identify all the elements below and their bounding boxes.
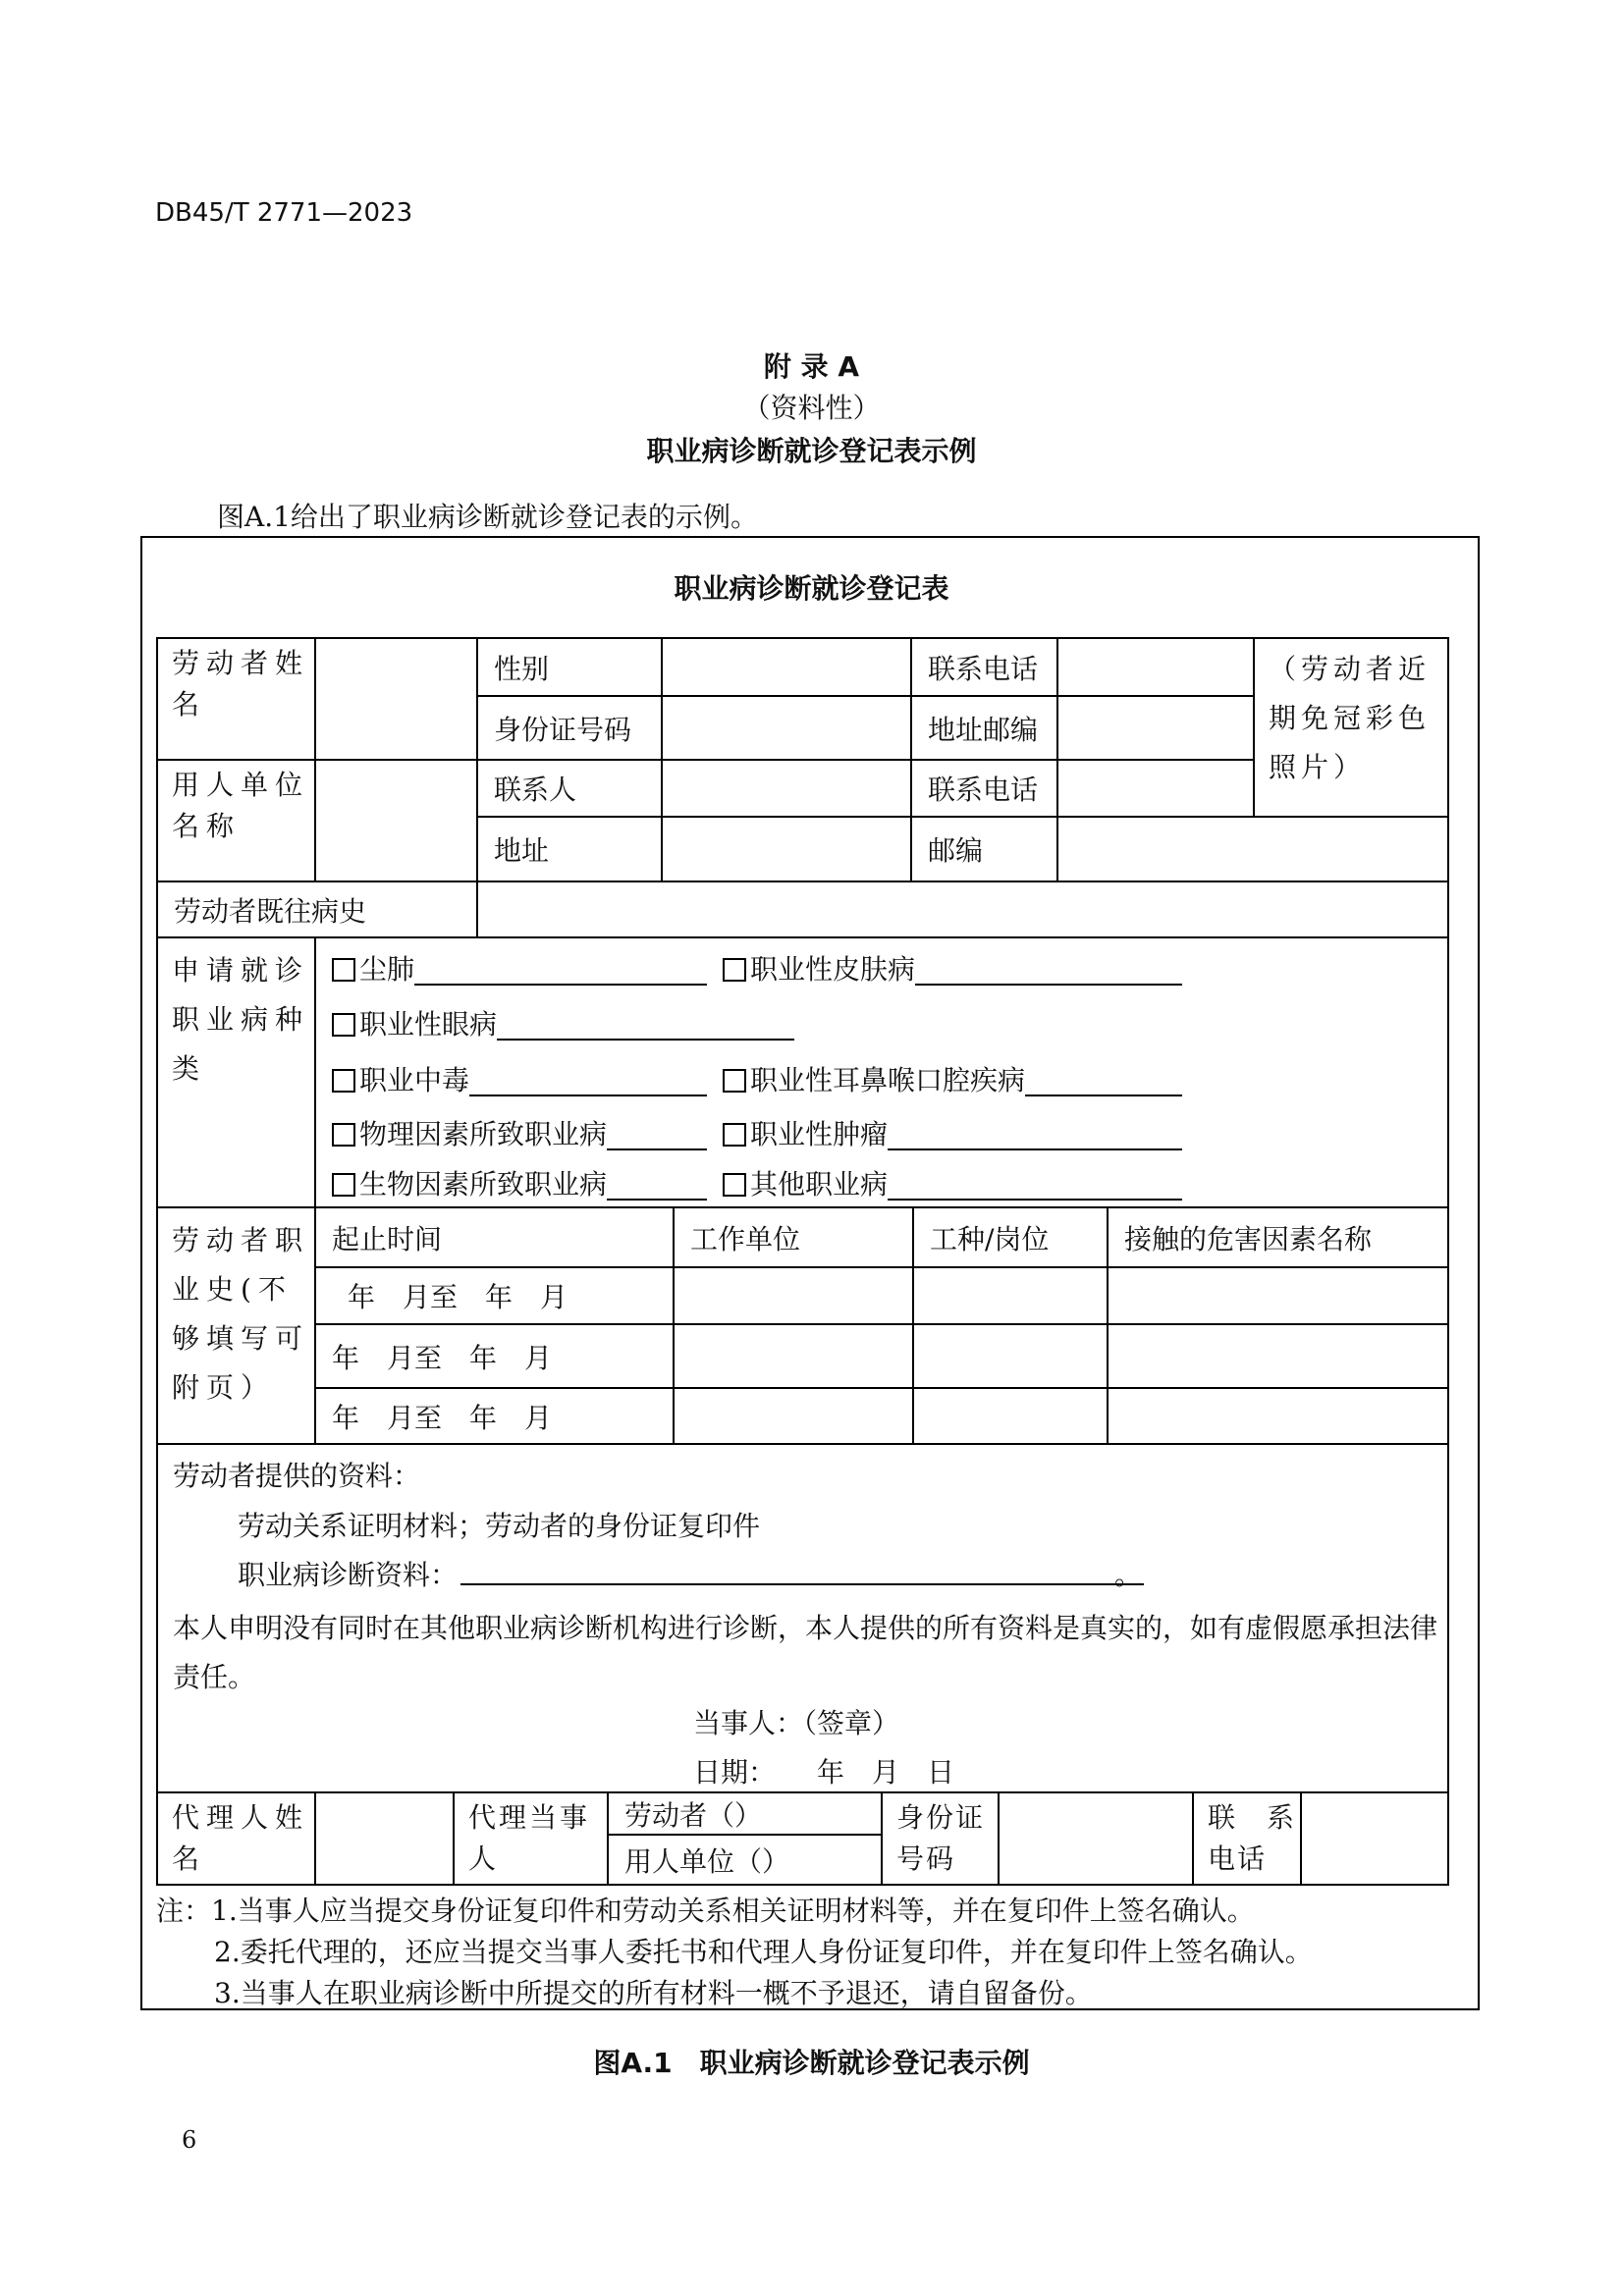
checkbox[interactable] [723, 1069, 746, 1093]
contact-person-label: 联系人 [476, 759, 663, 818]
medical-history-label: 劳动者既往病史 [156, 881, 478, 938]
checkbox[interactable] [723, 958, 746, 982]
disease-type-label: 申请就诊职业病种类 [156, 936, 316, 1208]
disease-option-skin[interactable] [723, 952, 1182, 988]
period-field[interactable]: 年 月至 年 月 [314, 1387, 675, 1445]
id-number-field[interactable] [661, 695, 912, 761]
note-3: 3.当事人在职业病诊断中所提交的所有材料一概不予退还，请自留备份。 [214, 1977, 1093, 2009]
option-label: 职业中毒 [359, 1064, 470, 1096]
employer-name-label: 用人单位名称 [156, 759, 316, 882]
fill-line[interactable] [497, 1039, 794, 1041]
note-2: 2.委托代理的，还应当提交当事人委托书和代理人身份证复印件，并在复印件上签名确认。 [214, 1936, 1313, 1968]
option-label: 职业性耳鼻喉口腔疾病 [750, 1064, 1026, 1096]
appendix-title: 附 录 A [763, 350, 860, 383]
period-field[interactable]: 年 月至 年 月 [314, 1266, 675, 1325]
hazards-field[interactable] [1107, 1323, 1449, 1389]
postcode-field[interactable] [1056, 816, 1449, 882]
intro-text: 图A.1给出了职业病诊断就诊登记表的示例。 [217, 501, 758, 533]
period-field[interactable]: 年 月至 年 月 [314, 1323, 675, 1389]
address-postcode-field[interactable] [1056, 695, 1255, 761]
agent-name-field[interactable] [314, 1791, 455, 1886]
disease-option-other[interactable] [723, 1167, 1182, 1202]
materials-label: 劳动者提供的资料： [173, 1460, 421, 1492]
job-field[interactable] [912, 1266, 1109, 1325]
gender-field[interactable] [661, 637, 912, 697]
employer-phone-field[interactable] [1056, 759, 1255, 818]
option-label: 物理因素所致职业病 [359, 1118, 608, 1150]
fill-line[interactable] [607, 1148, 707, 1150]
option-label: 职业性眼病 [359, 1008, 498, 1041]
header-workplace: 工作单位 [673, 1206, 914, 1268]
appendix-subtitle: 职业病诊断就诊登记表示例 [646, 435, 977, 467]
option-label: 尘肺 [359, 953, 415, 986]
worker-name-field[interactable] [314, 637, 478, 761]
workplace-field[interactable] [673, 1266, 914, 1325]
employer-name-field[interactable] [314, 759, 478, 882]
worker-name-label: 劳动者姓名 [156, 637, 316, 761]
checkbox[interactable] [723, 1173, 746, 1197]
disease-option-ent[interactable] [723, 1063, 1182, 1098]
job-field[interactable] [912, 1323, 1109, 1389]
address-postcode-label: 地址邮编 [910, 695, 1058, 761]
employer-phone-label: 联系电话 [910, 759, 1058, 818]
fill-line[interactable] [888, 1148, 1182, 1150]
disease-option-poisoning[interactable] [332, 1063, 707, 1098]
option-label: 职业性皮肤病 [750, 953, 916, 986]
workplace-field[interactable] [673, 1323, 914, 1389]
option-label: 其他职业病 [750, 1168, 889, 1201]
signature-date[interactable]: 日期： 年 月 日 [693, 1756, 955, 1789]
disease-option-pneumoconiosis[interactable] [332, 952, 707, 988]
phone-label: 联系电话 [910, 637, 1058, 697]
fill-line[interactable] [1025, 1095, 1182, 1096]
photo-placeholder[interactable]: （劳动者近期免冠彩色照片） [1253, 637, 1449, 818]
appendix-nature: （资料性） [742, 392, 881, 424]
gender-label: 性别 [476, 637, 663, 697]
declaration-text: 本人申明没有同时在其他职业病诊断机构进行诊断，本人提供的所有资料是真实的，如有虚假愿承担法律责任。 [173, 1612, 1438, 1693]
option-label: 职业性肿瘤 [750, 1118, 889, 1150]
fill-line[interactable] [915, 984, 1182, 986]
fill-line[interactable] [414, 984, 707, 986]
disease-option-physical[interactable] [332, 1117, 707, 1152]
checkbox[interactable] [723, 1123, 746, 1147]
materials-item-2-label: 职业病诊断资料： [238, 1559, 459, 1591]
checkbox[interactable] [332, 958, 355, 982]
hazards-field[interactable] [1107, 1266, 1449, 1325]
checkbox[interactable] [332, 1173, 355, 1197]
fill-line[interactable] [607, 1199, 707, 1201]
job-field[interactable] [912, 1387, 1109, 1445]
checkbox[interactable] [332, 1123, 355, 1147]
page-number: 6 [182, 2126, 197, 2154]
agent-id-label: 身份证号码 [881, 1791, 1000, 1886]
postcode-label: 邮编 [910, 816, 1058, 882]
hazards-field[interactable] [1107, 1387, 1449, 1445]
header-hazards: 接触的危害因素名称 [1107, 1206, 1449, 1268]
party-signature[interactable]: 当事人：（签章） [693, 1707, 900, 1739]
materials-item-1: 劳动关系证明材料；劳动者的身份证复印件 [238, 1510, 761, 1542]
agent-phone-label: 联 系电话 [1192, 1791, 1302, 1886]
materials-fill-line[interactable] [460, 1583, 1144, 1585]
form-title: 职业病诊断就诊登记表 [674, 572, 949, 605]
agent-name-label: 代理人姓名 [156, 1791, 316, 1886]
agent-id-field[interactable] [998, 1791, 1194, 1886]
agent-phone-field[interactable] [1300, 1791, 1449, 1886]
header-job: 工种/岗位 [912, 1206, 1109, 1268]
contact-person-field[interactable] [661, 759, 912, 818]
doc-code: DB45/T 2771—2023 [155, 198, 413, 228]
address-label: 地址 [476, 816, 663, 882]
header-period: 起止时间 [314, 1206, 675, 1268]
option-worker[interactable]: 劳动者（） [607, 1791, 883, 1836]
workplace-field[interactable] [673, 1387, 914, 1445]
medical-history-field[interactable] [476, 881, 1449, 938]
option-label: 生物因素所致职业病 [359, 1168, 608, 1201]
note-1: 注：1.当事人应当提交身份证复印件和劳动关系相关证明材料等，并在复印件上签名确认。 [156, 1895, 1255, 1927]
materials-end-mark: 。 [1114, 1559, 1143, 1591]
figure-caption: 图A.1 职业病诊断就诊登记表示例 [593, 2047, 1030, 2079]
work-history-label: 劳动者职业史(不够填写可附页） [156, 1206, 316, 1445]
id-number-label: 身份证号码 [476, 695, 663, 761]
phone-field[interactable] [1056, 637, 1255, 697]
disease-option-tumor[interactable] [723, 1117, 1182, 1152]
fill-line[interactable] [469, 1095, 707, 1096]
checkbox[interactable] [332, 1069, 355, 1093]
address-field[interactable] [661, 816, 912, 882]
checkbox[interactable] [332, 1013, 355, 1037]
disease-option-eye[interactable] [332, 1007, 794, 1042]
option-employer[interactable]: 用人单位（） [607, 1834, 883, 1886]
agent-party-label: 代理当事人 [453, 1791, 609, 1886]
disease-option-biological[interactable] [332, 1167, 707, 1202]
fill-line[interactable] [888, 1199, 1182, 1201]
